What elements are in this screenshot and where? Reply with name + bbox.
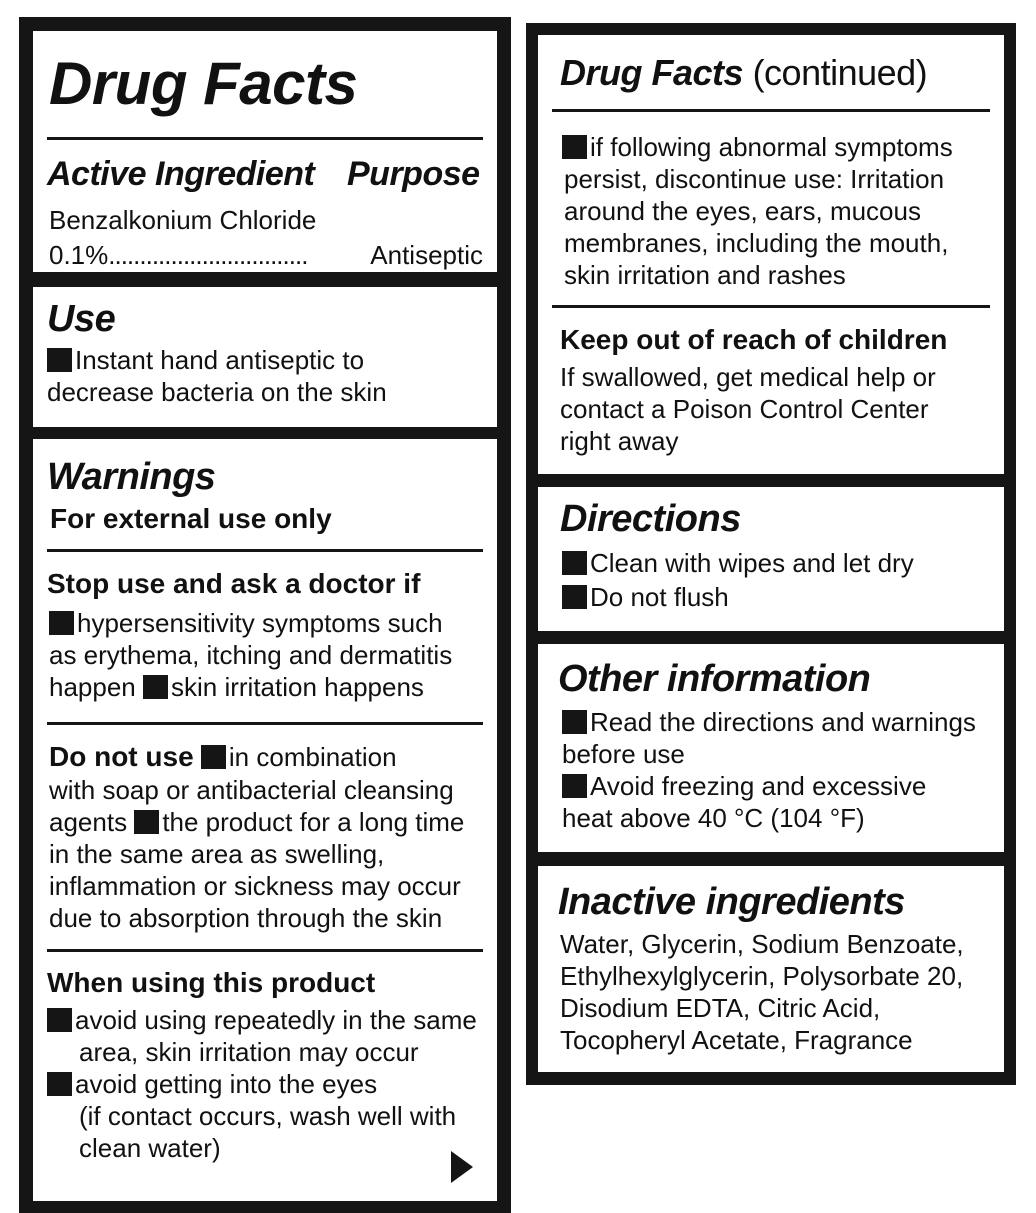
bullet-square-icon (562, 135, 587, 159)
continue-arrow-icon (451, 1151, 473, 1183)
stop-use-heading: Stop use and ask a doctor if (47, 568, 421, 599)
warnings-box (33, 439, 497, 1201)
other-information-heading: Other information (558, 658, 871, 700)
continued-line-5: skin irritation and rashes (564, 260, 846, 290)
inactive-line-1: Water, Glycerin, Sodium Benzoate, (560, 929, 964, 959)
other-information-box (538, 644, 1004, 852)
bullet-square-icon (47, 1008, 72, 1032)
when-using-heading: When using this product (47, 967, 376, 998)
use-line-1: Instant hand antiseptic to (47, 344, 364, 376)
when-line-5: clean water) (79, 1133, 221, 1163)
other-line-4: heat above 40 °C (104 °F) (562, 803, 865, 833)
continued-divider-1 (552, 109, 990, 112)
keep-line-3: right away (560, 426, 679, 456)
active-ingredient-heading: Active Ingredient (47, 155, 315, 193)
stop-line-1: hypersensitivity symptoms such (49, 607, 443, 639)
use-box (33, 287, 497, 427)
when-line-3: avoid getting into the eyes (47, 1068, 377, 1100)
page-title: Drug Facts (49, 50, 358, 117)
use-heading: Use (47, 298, 116, 340)
bullet-square-icon (562, 551, 587, 575)
when-line-2: area, skin irritation may occur (79, 1037, 419, 1067)
bullet-square-icon (47, 348, 72, 372)
leader-dots: ................................ (108, 240, 308, 270)
ingredient-purpose: Antiseptic (370, 240, 483, 270)
ingredient-line (49, 239, 307, 271)
continued-line-3: around the eyes, ears, mucous (564, 196, 921, 226)
ingredient-amount: 0.1% (49, 240, 109, 270)
keep-out-heading: Keep out of reach of children (560, 324, 948, 355)
do-not-use-line-2: with soap or antibacterial cleansing (49, 775, 454, 805)
drug-facts-panel-left (19, 17, 511, 1213)
bullet-square-icon (134, 810, 159, 834)
directions-item-2: Do not flush (562, 581, 729, 613)
inactive-ingredients-heading: Inactive ingredients (558, 881, 905, 923)
bullet-square-icon (143, 675, 168, 699)
directions-item-1: Clean with wipes and let dry (562, 547, 914, 579)
purpose-heading: Purpose (347, 155, 480, 193)
drug-facts-panel-right (526, 23, 1016, 1085)
other-line-3: Avoid freezing and excessive (562, 770, 926, 802)
continued-line-4: membranes, including the mouth, (564, 228, 949, 258)
directions-box (538, 487, 1004, 631)
stop-line-3: happen skin irritation happens (49, 672, 424, 702)
inactive-line-2: Ethylhexylglycerin, Polysorbate 20, (560, 961, 964, 991)
stop-line-2: as erythema, itching and dermatitis (49, 640, 453, 670)
inactive-line-3: Disodium EDTA, Citric Acid, (560, 993, 881, 1023)
inactive-line-4: Tocopheryl Acetate, Fragrance (560, 1025, 913, 1055)
keep-line-1: If swallowed, get medical help or (560, 362, 936, 392)
continued-line-1: if following abnormal symptoms (562, 131, 953, 163)
continued-title: Drug Facts (continued) (560, 52, 928, 93)
continued-box (538, 35, 1004, 474)
bullet-square-icon (562, 774, 587, 798)
do-not-use-line-6: due to absorption through the skin (49, 903, 443, 933)
ingredient-name: Benzalkonium Chloride (49, 205, 317, 235)
keep-line-2: contact a Poison Control Center (560, 394, 929, 424)
inactive-ingredients-box (538, 866, 1004, 1072)
when-line-4: (if contact occurs, wash well with (79, 1101, 457, 1131)
use-line-2: decrease bacteria on the skin (47, 377, 387, 407)
warnings-divider-2 (47, 722, 483, 725)
do-not-use-line-3: agents the product for a long time (49, 807, 465, 837)
bullet-square-icon (49, 611, 74, 635)
external-use-heading: For external use only (50, 503, 332, 534)
warnings-divider-1 (47, 549, 483, 552)
do-not-use-heading: Do not use (49, 741, 194, 772)
title-divider (47, 137, 483, 140)
warnings-divider-3 (47, 949, 483, 952)
do-not-use-line-5: inflammation or sickness may occur (49, 871, 461, 901)
continued-line-2: persist, discontinue use: Irritation (564, 164, 945, 194)
bullet-square-icon (562, 710, 587, 734)
continued-suffix: (continued) (752, 52, 928, 93)
do-not-use-line-4: in the same area as swelling, (49, 839, 385, 869)
when-line-1: avoid using repeatedly in the same (47, 1004, 477, 1036)
do-not-use-line-1: Do not use in combination (49, 741, 397, 772)
bullet-square-icon (201, 745, 226, 769)
bullet-square-icon (562, 585, 587, 609)
other-line-1: Read the directions and warnings (562, 706, 976, 738)
continued-divider-2 (552, 305, 990, 308)
bullet-square-icon (47, 1072, 72, 1096)
active-ingredient-box (33, 31, 497, 272)
other-line-2: before use (562, 739, 685, 769)
directions-heading: Directions (560, 498, 741, 540)
warnings-heading: Warnings (47, 456, 216, 498)
